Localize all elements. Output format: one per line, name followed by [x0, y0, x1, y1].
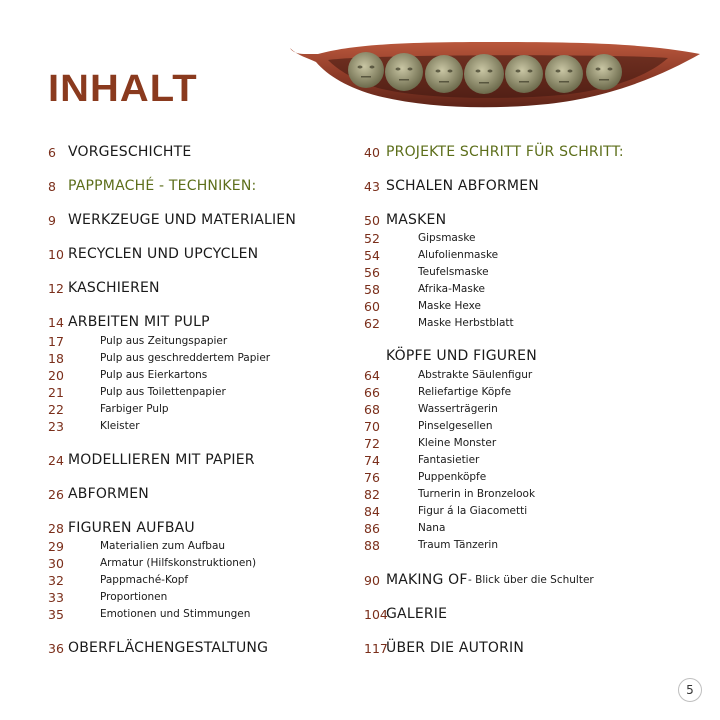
toc-label: Maske Herbstblatt [418, 317, 514, 329]
toc-label: Maske Hexe [418, 300, 481, 312]
toc-label: Pappmaché-Kopf [100, 574, 189, 586]
toc-page-number: 90 [364, 573, 380, 588]
toc-page-number: 82 [364, 487, 380, 502]
toc-page-number: 64 [364, 368, 380, 383]
toc-page-number: 22 [48, 402, 64, 417]
toc-label: Armatur (Hilfskonstruktionen) [100, 557, 257, 569]
toc-page-number: 10 [48, 247, 64, 262]
toc-label: Emotionen und Stimmungen [100, 608, 251, 620]
toc-label: MODELLIEREN MIT PAPIER [68, 452, 255, 468]
toc-page-number: 18 [48, 351, 64, 366]
toc-label: Kleister [100, 420, 140, 432]
toc-label: Nana [418, 522, 446, 534]
toc-page-number: 29 [48, 539, 64, 554]
toc-page-number: 104 [364, 607, 388, 622]
toc-page-number: 24 [48, 453, 64, 468]
toc-label: VORGESCHICHTE [68, 144, 192, 160]
toc-label: Abstrakte Säulenfigur [418, 369, 533, 381]
toc-label: Pinselgesellen [418, 420, 493, 432]
toc-label: Proportionen [100, 591, 168, 603]
toc-label-note: - Blick über die Schulter [468, 574, 594, 586]
toc-label: Pulp aus geschreddertem Papier [100, 352, 271, 364]
toc-label: Fantasietier [418, 454, 480, 466]
toc-page-number: 76 [364, 470, 380, 485]
toc-page-number: 43 [364, 179, 380, 194]
toc-page-number: 40 [364, 145, 380, 160]
toc-label: OBERFLÄCHENGESTALTUNG [68, 640, 269, 656]
toc-label: MASKEN [386, 212, 447, 228]
toc-label: Puppenköpfe [418, 471, 487, 483]
toc-label: Traum Tänzerin [418, 539, 498, 551]
toc-page-number: 66 [364, 385, 380, 400]
toc-label: Wasserträgerin [418, 403, 498, 415]
toc-page-number: 56 [364, 265, 380, 280]
toc-page-number: 74 [364, 453, 380, 468]
toc-label: ABFORMEN [68, 486, 149, 502]
toc-page-number: 68 [364, 402, 380, 417]
toc-label: KÖPFE UND FIGUREN [386, 348, 537, 364]
toc-label: Pulp aus Toilettenpapier [100, 386, 226, 398]
toc-page-number: 8 [48, 179, 56, 194]
toc-label: Kleine Monster [418, 437, 497, 449]
toc-label: Reliefartige Köpfe [418, 386, 512, 398]
toc-page-number: 60 [364, 299, 380, 314]
toc-label: FIGUREN AUFBAU [68, 520, 195, 536]
toc-page-number: 84 [364, 504, 380, 519]
toc-page-number: 30 [48, 556, 64, 571]
toc-page-number: 12 [48, 281, 64, 296]
toc-label: Pulp aus Eierkartons [100, 369, 208, 381]
toc-label: WERKZEUGE UND MATERIALIEN [68, 212, 297, 228]
toc-page-number: 17 [48, 334, 64, 349]
toc-page-number: 88 [364, 538, 380, 553]
toc-page-number: 62 [364, 316, 380, 331]
toc-label: Alufolienmaske [418, 249, 499, 261]
toc-page-number: 52 [364, 231, 380, 246]
toc-page-number: 23 [48, 419, 64, 434]
toc-label: Materialien zum Aufbau [100, 540, 226, 552]
toc-page-number: 33 [48, 590, 64, 605]
page-number: 5 [678, 678, 702, 702]
toc-label: GALERIE [386, 606, 448, 622]
toc-page-number: 28 [48, 521, 64, 536]
toc-page-number: 14 [48, 315, 64, 330]
toc-label: MAKING OF [386, 572, 468, 588]
toc-label: SCHALEN ABFORMEN [386, 178, 539, 194]
toc-page-number: 26 [48, 487, 64, 502]
toc-label: Afrika-Maske [418, 283, 485, 295]
toc-label: Pulp aus Zeitungspapier [100, 335, 228, 347]
toc-page-number: 21 [48, 385, 64, 400]
toc-label: RECYCLEN UND UPCYCLEN [68, 246, 259, 262]
toc-label: ÜBER DIE AUTORIN [386, 640, 525, 656]
toc-label: Teufelsmaske [418, 266, 489, 278]
toc-label: PROJEKTE SCHRITT FÜR SCHRITT: [386, 144, 624, 160]
toc-page-number: 72 [364, 436, 380, 451]
toc-page-number: 6 [48, 145, 56, 160]
toc-page-number: 36 [48, 641, 64, 656]
toc-page-number: 86 [364, 521, 380, 536]
toc-page-number: 35 [48, 607, 64, 622]
toc-label: Turnerin in Bronzelook [418, 488, 536, 500]
toc-label: Farbiger Pulp [100, 403, 169, 415]
toc-label: PAPPMACHÉ - TECHNIKEN: [68, 178, 257, 194]
toc-page-number: 117 [364, 641, 388, 656]
pea-pod-faces-image [288, 32, 702, 116]
toc-label: Figur á la Giacometti [418, 505, 528, 517]
toc-page-number: 58 [364, 282, 380, 297]
toc-label: ARBEITEN MIT PULP [68, 314, 210, 330]
toc-page-number: 70 [364, 419, 380, 434]
toc-page-number: 20 [48, 368, 64, 383]
toc-page-number: 50 [364, 213, 380, 228]
toc-page-number: 32 [48, 573, 64, 588]
toc-page-number: 9 [48, 213, 56, 228]
toc-page-number: 54 [364, 248, 380, 263]
toc-label: Gipsmaske [418, 232, 476, 244]
page-title: INHALT [48, 68, 198, 110]
toc-label: KASCHIEREN [68, 280, 160, 296]
